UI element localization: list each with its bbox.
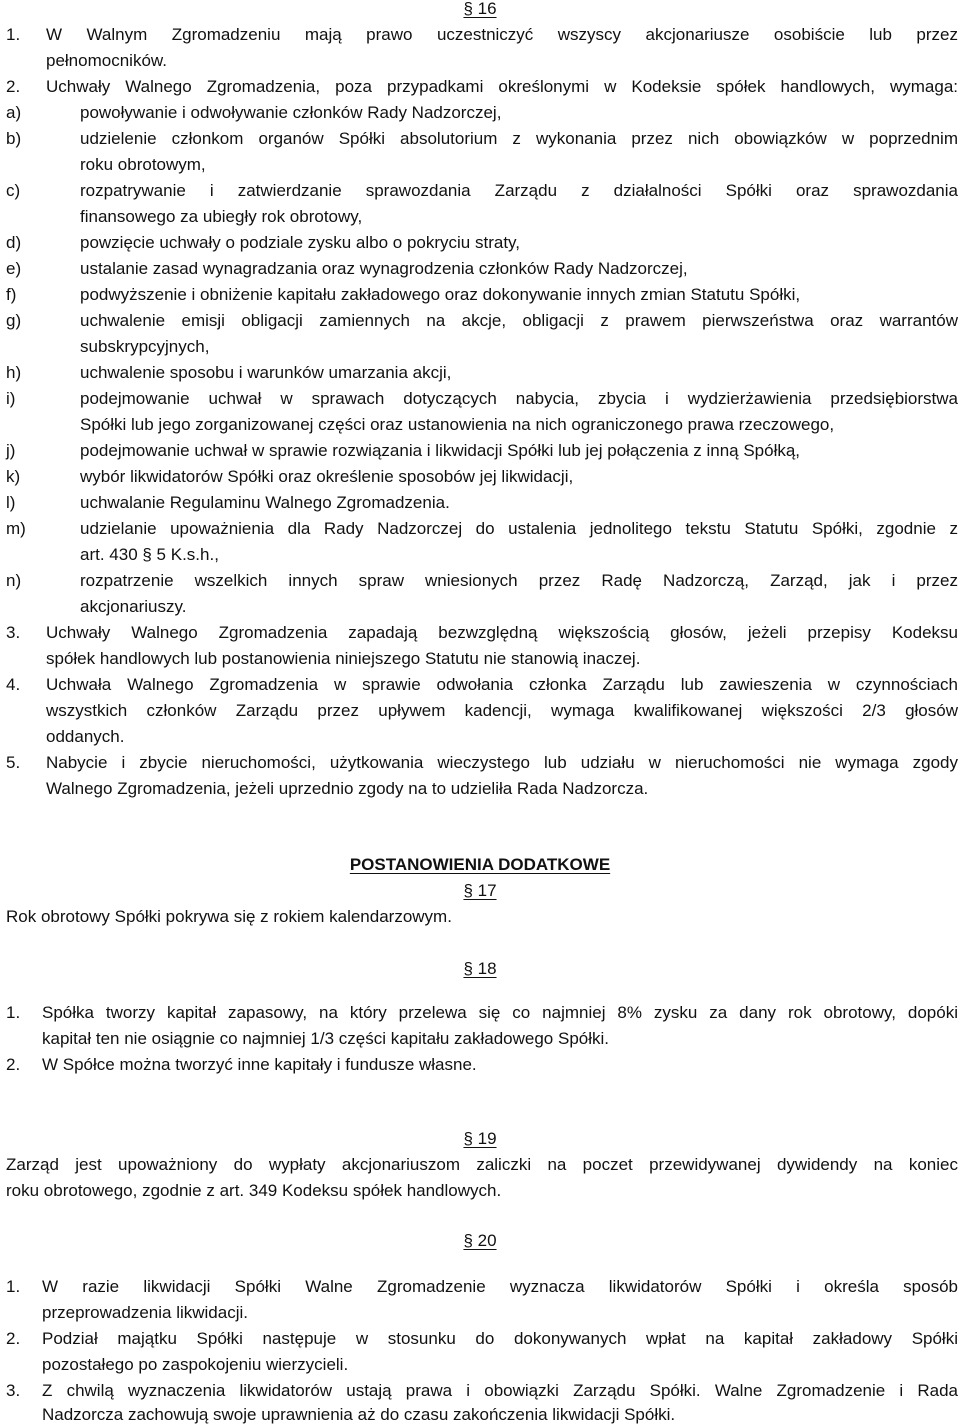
paragraph-18-heading: § 18	[463, 959, 497, 978]
section-title: POSTANOWIENIA DODATKOWE	[349, 855, 611, 874]
list-item-i-line2: Spółki lub jego zorganizowanej części oraz ustanowienia na nich ograniczonego prawa rzeczowego,	[80, 415, 835, 434]
list-letter-d: d)	[6, 233, 22, 252]
par18-item2-line1: W Spółce można tworzyć inne kapitały i fundusze własne.	[42, 1055, 477, 1074]
par16-item3-number: 3.	[6, 623, 21, 642]
list-item-g-line1: uchwalenie emisji obligacji zamiennych na akcje, obligacji z prawem pierwszeństwa oraz warrantów	[80, 311, 958, 330]
paragraph-17-heading: § 17	[463, 881, 497, 900]
list-letter-e: e)	[6, 259, 22, 278]
list-item-n-line1: rozpatrzenie wszelkich innych spraw wniesionych przez Radę Nadzorczą, Zarząd, jak i przez	[80, 571, 958, 590]
par20-item1-line1: W razie likwidacji Spółki Walne Zgromadzenie wyznacza likwidatorów Spółki i określa sposób	[42, 1277, 958, 1296]
par20-item2-line2: pozostałego po zaspokojeniu wierzycieli.	[42, 1355, 349, 1374]
list-letter-j: j)	[6, 441, 16, 460]
par19-line2: roku obrotowego, zgodnie z art. 349 Kodeksu spółek handlowych.	[6, 1181, 502, 1200]
list-letter-m: m)	[6, 519, 26, 538]
par20-item3-number: 3.	[6, 1381, 21, 1400]
par16-item4-line3: oddanych.	[46, 727, 125, 746]
par18-item1-line2: kapitał ten nie osiągnie co najmniej 1/3 części kapitału zakładowego Spółki.	[42, 1029, 610, 1048]
list-item-b-line1: udzielenie członkom organów Spółki absolutorium z wykonania przez nich obowiązków w poprzednim	[80, 129, 958, 148]
par18-item1-line1: Spółka tworzy kapitał zapasowy, na który przelewa się co najmniej 8% zysku za dany rok obrotowy, dopóki	[42, 1003, 958, 1022]
par18-item2-number: 2.	[6, 1055, 21, 1074]
par16-item4-line1: Uchwała Walnego Zgromadzenia w sprawie odwołania członka Zarządu lub zawieszenia w czynnościach	[46, 675, 958, 694]
par20-item2-number: 2.	[6, 1329, 21, 1348]
list-item-d-line1: powzięcie uchwały o podziale zysku albo o pokryciu straty,	[80, 233, 521, 252]
par16-item1-line1: W Walnym Zgromadzeniu mają prawo uczestniczyć wszyscy akcjonariusze osobiście lub przez	[46, 25, 958, 44]
paragraph-19-heading: § 19	[463, 1129, 497, 1148]
par20-item1-line2: przeprowadzenia likwidacji.	[42, 1303, 248, 1322]
par16-item1-number: 1.	[6, 25, 21, 44]
par16-item4-line2: wszystkich członków Zarządu przez upływem kadencji, wymaga kwalifikowanej większości 2/3 głosów	[46, 701, 958, 720]
par19-line1: Zarząd jest upoważniony do wypłaty akcjonariuszom zaliczki na poczet przewidywanej dywidendy na koniec	[6, 1155, 958, 1174]
list-letter-a: a)	[6, 103, 22, 122]
par16-item1-line2: pełnomocników.	[46, 51, 167, 70]
par16-item3-line2: spółek handlowych lub postanowienia niniejszego Statutu nie stanowią inaczej.	[46, 649, 641, 668]
par16-item4-number: 4.	[6, 675, 21, 694]
list-letter-g: g)	[6, 311, 22, 330]
list-item-c-line2: finansowego za ubiegły rok obrotowy,	[80, 207, 363, 226]
paragraph-20-heading: § 20	[463, 1231, 497, 1250]
list-letter-f: f)	[6, 285, 17, 304]
list-item-m-line2: art. 430 § 5 K.s.h.,	[80, 545, 219, 564]
list-item-m-line1: udzielanie upoważnienia dla Rady Nadzorczej do ustalenia jednolitego tekstu Statutu Spółki, zgodnie z	[80, 519, 958, 538]
par17-text: Rok obrotowy Spółki pokrywa się z rokiem kalendarzowym.	[6, 907, 452, 926]
list-item-b-line2: roku obrotowym,	[80, 155, 206, 174]
list-letter-k: k)	[6, 467, 21, 486]
list-item-g-line2: subskrypcyjnych,	[80, 337, 210, 356]
par20-item1-number: 1.	[6, 1277, 21, 1296]
list-letter-b: b)	[6, 129, 22, 148]
list-item-f-line1: podwyższenie i obniżenie kapitału zakładowego oraz dokonywanie innych zmian Statutu Spółki,	[80, 285, 801, 304]
list-letter-c: c)	[6, 181, 21, 200]
list-item-e-line1: ustalanie zasad wynagradzania oraz wynagrodzenia członków Rady Nadzorczej,	[80, 259, 688, 278]
par16-item5-number: 5.	[6, 753, 21, 772]
list-letter-h: h)	[6, 363, 22, 382]
list-item-c-line1: rozpatrywanie i zatwierdzanie sprawozdania Zarządu z działalności Spółki oraz sprawozdania	[80, 181, 958, 200]
par20-item2-line1: Podział majątku Spółki następuje w stosunku do dokonywanych wpłat na kapitał zakładowy Spółki	[42, 1329, 958, 1348]
par16-item2-line1: Uchwały Walnego Zgromadzenia, poza przypadkami określonymi w Kodeksie spółek handlowych, wymaga:	[46, 77, 958, 96]
list-item-l-line1: uchwalanie Regulaminu Walnego Zgromadzenia.	[80, 493, 450, 512]
par16-item5-line1: Nabycie i zbycie nieruchomości, użytkowania wieczystego lub udziału w nieruchomości nie wymaga zgody	[46, 753, 958, 772]
list-item-h-line1: uchwalenie sposobu i warunków umarzania akcji,	[80, 363, 452, 382]
par18-item1-number: 1.	[6, 1003, 21, 1022]
par16-item5-line2: Walnego Zgromadzenia, jeżeli uprzednio zgody na to udzieliła Rada Nadzorcza.	[46, 779, 649, 798]
list-item-i-line1: podejmowanie uchwał w sprawach dotyczących nabycia, zbycia i wydzierżawienia przedsiębiorstwa	[80, 389, 958, 408]
list-letter-i: i)	[6, 389, 16, 408]
list-item-k-line1: wybór likwidatorów Spółki oraz określenie sposobów jej likwidacji,	[80, 467, 574, 486]
par20-item3-line2: Nadzorcza zachowują swoje uprawnienia aż do czasu zakończenia likwidacji Spółki.	[42, 1405, 676, 1424]
list-letter-n: n)	[6, 571, 22, 590]
par16-item2-number: 2.	[6, 77, 21, 96]
par16-item3-line1: Uchwały Walnego Zgromadzenia zapadają bezwzględną większością głosów, jeżeli przepisy Kodeksu	[46, 623, 958, 642]
paragraph-16-heading: § 16	[463, 0, 497, 18]
list-item-j-line1: podejmowanie uchwał w sprawie rozwiązania i likwidacji Spółki lub jej połączenia z inną Spółką,	[80, 441, 801, 460]
list-item-a-line1: powoływanie i odwoływanie członków Rady Nadzorczej,	[80, 103, 502, 122]
list-letter-l: l)	[6, 493, 16, 512]
list-item-n-line2: akcjonariuszy.	[80, 597, 187, 616]
par20-item3-line1: Z chwilą wyznaczenia likwidatorów ustają prawa i obowiązki Zarządu Spółki. Walne Zgromadzenie i Rada	[42, 1381, 958, 1400]
